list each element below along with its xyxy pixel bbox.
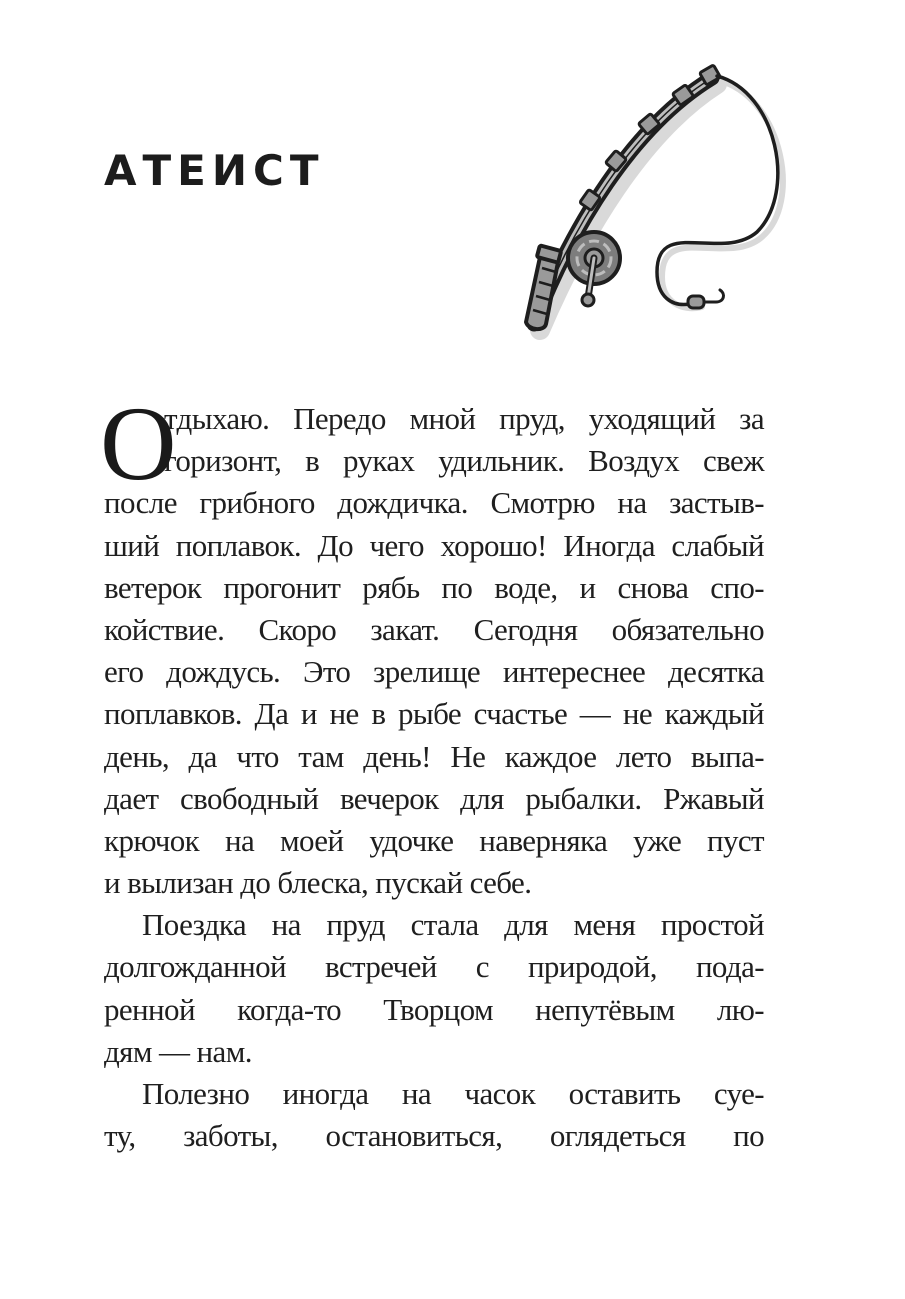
text-line: Поездка на пруд стала для меня простой [142, 907, 764, 943]
text-line: его дождусь. Это зрелище интереснее десятка [104, 654, 764, 690]
paragraph [104, 904, 764, 1073]
text-line: дям — нам. [104, 1033, 252, 1069]
drop-cap: О [100, 385, 177, 502]
text-line: день, да что там день! Не каждое лето выпа- [104, 738, 764, 774]
text-line: крючок на моей удочке наверняка уже пуст [104, 822, 764, 858]
chapter-title: АТЕИСТ [104, 146, 325, 195]
text-line: после грибного дождичка. Смотрю на застыв- [104, 485, 764, 521]
paragraph [104, 1073, 764, 1157]
fishing-rod-icon [512, 62, 802, 347]
text-line: горизонт, в руках удильник. Воздух свеж [164, 443, 764, 479]
text-line: ший поплавок. До чего хорошо! Иногда слабый [104, 527, 764, 563]
paragraph [104, 398, 764, 904]
text-line: дает свободный вечерок для рыбалки. Ржавый [104, 780, 764, 816]
text-line: койствие. Скоро закат. Сегодня обязательно [104, 611, 764, 647]
text-line: долгожданной встречей с природой, пода- [104, 949, 764, 985]
text-line: ренной когда-то Творцом непутёвым лю- [104, 991, 764, 1027]
text-line: ветерок прогонит рябь по воде, и снова спо- [104, 569, 764, 605]
text-line: поплавков. Да и не в рыбе счастье — не каждый [104, 696, 764, 732]
chapter-body [100, 385, 764, 1157]
text-line: ту, заботы, остановиться, оглядеться по [104, 1118, 764, 1154]
text-line: Полезно иногда на часок оставить суе- [142, 1076, 764, 1111]
text-line: тдыхаю. Передо мной пруд, уходящий за [164, 401, 764, 436]
text-line: и вылизан до блеска, пускай себе. [104, 865, 532, 901]
